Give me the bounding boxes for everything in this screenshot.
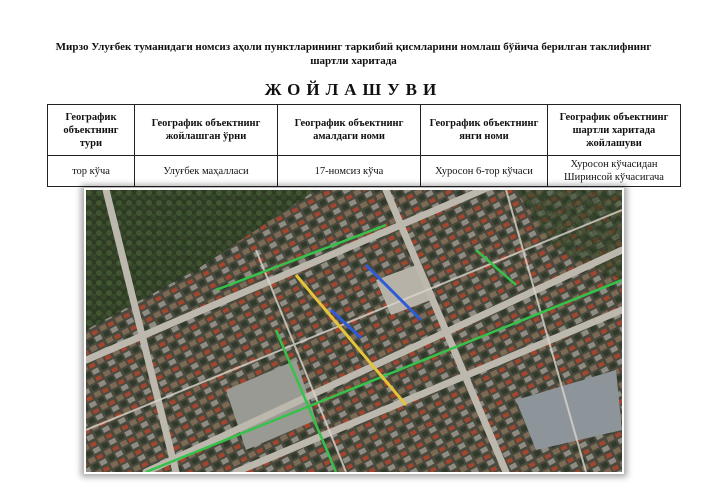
table-row	[48, 156, 681, 187]
cell-new-name: Хуросон 6-тор кўчаси	[421, 156, 548, 187]
cell-current-name: 17-номсиз кўча	[278, 156, 421, 187]
header-line-1: Мирзо Улуғбек туманидаги номсиз аҳоли пунктларининг таркибий қисмларини номлаш бўйича берилган таклифнинг	[55, 41, 652, 53]
col-header-new-name: Географик объектнинг янги номи	[421, 105, 548, 156]
cell-map-location: Хуросон кўчасидан Ширинсой кўчасигача	[548, 156, 681, 187]
header-line-2: шартли харитада	[310, 55, 397, 67]
cell-type: тор кўча	[48, 156, 135, 187]
col-header-map-location: Географик объектнинг шартли харитада жойлашуви	[548, 105, 681, 156]
satellite-map-image	[86, 190, 622, 472]
info-table	[47, 104, 681, 187]
col-header-location: Географик объектнинг жойлашган ўрни	[135, 105, 278, 156]
col-header-type: Географик объектнинг тури	[48, 105, 135, 156]
document-header	[40, 40, 667, 68]
table-header-row	[48, 105, 681, 156]
col-header-current-name: Географик объектнинг амалдаги номи	[278, 105, 421, 156]
page-title: ЖОЙЛАШУВИ	[264, 80, 443, 99]
satellite-map	[84, 188, 624, 474]
cell-location: Улуғбек маҳалласи	[135, 156, 278, 187]
